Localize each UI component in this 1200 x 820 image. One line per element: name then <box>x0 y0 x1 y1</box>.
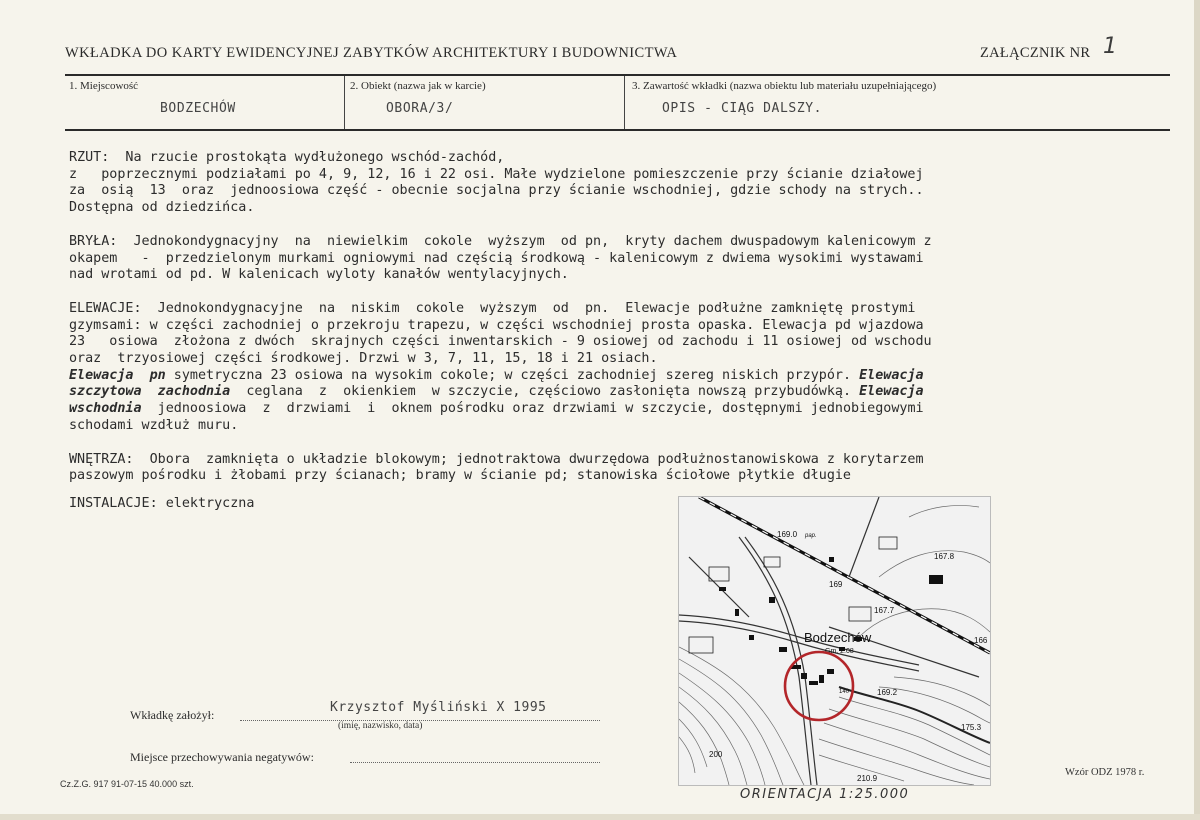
author-value: Krzysztof Myśliński X 1995 <box>330 700 547 715</box>
svg-text:Gm. 2.08: Gm. 2.08 <box>825 648 854 655</box>
place-value: BODZECHÓW <box>160 101 236 116</box>
topographic-map-image <box>679 497 990 785</box>
content-value: OPIS - CIĄG DALSZY. <box>662 101 823 116</box>
elewacje-line: ELEWACJE: Jednokondygnacyjne na niskim cokole wyższym od pn. Elewacje podłużne zamkniętę prostymi <box>69 300 916 316</box>
elevation-west-heading-2: szczytowa zachodnia <box>69 384 231 400</box>
bryla-line: BRYŁA: Jednokondygnacyjny na niewielkim cokole wyższym od pn, kryty dachem dwuspadowym kalenicowym z <box>69 233 932 249</box>
svg-text:166: 166 <box>974 636 988 645</box>
svg-text:169: 169 <box>829 580 843 589</box>
rzut-line: Dostępna od dziedzińca. <box>69 200 255 216</box>
attachment-number: 1 <box>1103 34 1117 59</box>
rzut-line: za osią 13 oraz jednoosiowa część - obecnie socjalna przy ścianie wschodniej, gdzie schody na strych.. <box>69 183 924 199</box>
wnetrza-line: WNĘTRZA: Obora zamknięta o układzie blokowym; jednotraktowa dwurzędowa podłużnostanowiskowa z korytarzem <box>69 451 924 467</box>
rzut-line: RZUT: Na rzucie prostokąta wydłużonego wschód-zachód, <box>69 150 505 165</box>
print-code: Cz.Z.G. 917 91-07-15 40.000 szt. <box>60 779 194 789</box>
paper-edge-right <box>1194 0 1200 820</box>
svg-text:167.7: 167.7 <box>874 606 895 615</box>
field-divider-2 <box>624 76 625 129</box>
svg-text:167.8: 167.8 <box>934 552 955 561</box>
header-rule-bottom <box>65 129 1170 131</box>
wnetrza-line: paszowym pośrodku i żłobami przy ścianach; bramy w ścianie pd; stanowiska ściołowe płytkie długie <box>69 468 851 484</box>
location-map <box>678 496 991 786</box>
bryla-line: nad wrotami od pd. W kalenicach wyloty kanałów wentylacyjnych. <box>69 267 569 283</box>
elewacje-line <box>69 401 1129 418</box>
handwritten-scale-note: ORIENTACJA 1:25.000 <box>740 787 910 802</box>
svg-text:200: 200 <box>709 750 723 759</box>
elewacje-line: 23 osiowa złożona z dwóch skrajnych części inwentarskich - 9 osiowej od zachodu i 11 osiowej od wschodu <box>69 334 932 350</box>
elewacje-line: schodami wzdłuż muru. <box>69 417 239 433</box>
object-value: OBORA/3/ <box>386 101 454 116</box>
map-label-bodzechow: Bodzechów <box>804 630 872 645</box>
content-label: 3. Zawartość wkładki (nazwa obiektu lub materiału uzupełniającego) <box>632 80 937 92</box>
elevation-west-text: ceglana z okienkiem w szczycie, częściowo zasłonięta nowszą przybudówką. <box>230 384 860 400</box>
negatives-label: Miejsce przechowywania negatywów: <box>130 750 314 764</box>
object-label: 2. Obiekt (nazwa jak w karcie) <box>350 80 486 92</box>
elewacje-line: oraz trzyosiowej części środkowej. Drzwi w 3, 7, 11, 15, 18 i 21 osiach. <box>69 351 658 367</box>
header-rule-top <box>65 74 1170 76</box>
elevation-east-text: jednoosiowa z drzwiami i oknem pośrodku oraz drzwiami w szczycie, dostępnymi jednobiegowymi <box>141 401 924 417</box>
svg-text:140: 140 <box>839 689 850 695</box>
elevation-north-heading: Elewacja pn <box>69 367 166 383</box>
svg-text:210.9: 210.9 <box>857 774 878 783</box>
map-label-1690: 169.0 <box>777 530 798 539</box>
svg-text:175.3: 175.3 <box>961 723 982 732</box>
instalacje-line: INSTALACJE: elektryczna <box>69 495 255 511</box>
paper-edge-bottom <box>0 814 1200 820</box>
svg-text:169.2: 169.2 <box>877 688 898 697</box>
elevation-west-heading-1: Elewacja <box>859 367 924 383</box>
author-label: Wkładkę założył: <box>130 708 215 722</box>
form-code: Wzór ODZ 1978 r. <box>1065 767 1145 778</box>
description-body <box>69 150 1129 513</box>
form-title: WKŁADKA DO KARTY EWIDENCYJNEJ ZABYTKÓW ARCHITEKTURY I BUDOWNICTWA <box>65 45 678 61</box>
elewacje-line: gzymsami: w części zachodniej o przekroju trapezu, w części wschodniej prosta opaska. Elewacja pd wjazdowa <box>69 317 924 333</box>
negatives-dotline <box>350 762 600 763</box>
elevation-north-text: symetryczna 23 osiowa na wysokim cokole; w części zachodniej szereg niskich przypór. <box>165 367 860 383</box>
field-divider-1 <box>344 76 345 129</box>
place-label: 1. Miejscowość <box>69 80 139 92</box>
elewacje-line <box>69 384 1129 401</box>
elevation-east-heading-2: wschodnia <box>69 401 142 417</box>
attachment-label: ZAŁĄCZNIK NR <box>980 45 1091 61</box>
elewacje-line <box>69 368 1129 385</box>
author-hint: (imię, nazwisko, data) <box>338 721 423 731</box>
bryla-line: okapem - przedzielonym murkami ogniowymi nad częścią środkową - kalenicowym z dwiema wysokimi wystawami <box>69 250 924 266</box>
elevation-east-heading-1: Elewacja <box>859 384 924 400</box>
rzut-line: z poprzecznymi podziałami po 4, 9, 12, 16 i 22 osi. Małe wydzielone pomieszczenie przy ścianie działowej <box>69 166 924 182</box>
svg-text:pap.: pap. <box>805 533 817 539</box>
